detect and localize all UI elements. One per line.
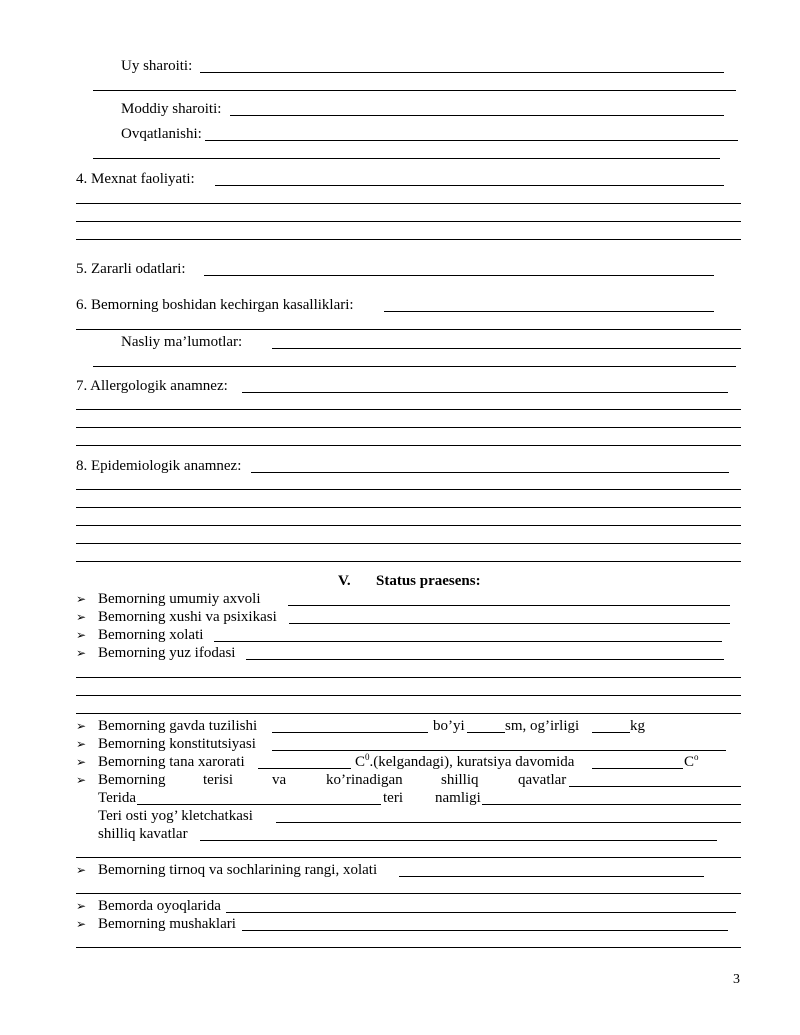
yuz-field[interactable] <box>246 659 724 660</box>
bullet-arrow-icon: ➢ <box>76 773 87 787</box>
epidemiologik-label: 8. Epidemiologik anamnez: <box>76 458 242 474</box>
kg-label: kg <box>630 718 645 734</box>
boyi-label: bo’yi <box>433 718 465 734</box>
terisi-word: qavatlar <box>518 772 567 788</box>
shilliq-kavatlar-field[interactable] <box>200 840 717 841</box>
mexnat-line-4[interactable] <box>76 239 741 240</box>
bullet-arrow-icon: ➢ <box>76 719 87 733</box>
teri-label: teri <box>383 790 403 806</box>
epidemiologik-line-6[interactable] <box>76 561 741 562</box>
zararli-field[interactable] <box>204 275 714 276</box>
uy-sharoiti-field[interactable] <box>200 72 724 73</box>
kelgandagi-label: $C^0.(kelgandagi)$, kuratsiya davomida <box>355 752 575 770</box>
epidemiologik-line-5[interactable] <box>76 543 741 544</box>
uy-sharoiti-line-2[interactable] <box>93 90 736 91</box>
boyi-field[interactable] <box>467 732 505 733</box>
kuratsiya-field[interactable] <box>592 768 683 769</box>
umumiy-label: Bemorning umumiy axvoli <box>98 591 261 607</box>
kasalliklari-label: 6. Bemorning boshidan kechirgan kasalliklari: <box>76 297 354 313</box>
zararli-label: 5. Zararli odatlari: <box>76 261 186 277</box>
xushi-label: Bemorning xushi va psixikasi <box>98 609 277 625</box>
moddiy-sharoiti-label: Moddiy sharoiti: <box>121 101 222 117</box>
nasliy-field[interactable] <box>272 348 741 349</box>
c-end-label: $C^o$ <box>684 752 699 770</box>
teri-osti-label: Teri osti yog’ kletchatkasi <box>98 808 253 824</box>
allergologik-line-2[interactable] <box>76 409 741 410</box>
mexnat-field[interactable] <box>215 185 724 186</box>
allergologik-field[interactable] <box>242 392 728 393</box>
shilliq-qavatlar-field[interactable] <box>569 786 741 787</box>
bullet-arrow-icon: ➢ <box>76 610 87 624</box>
bullet-arrow-icon: ➢ <box>76 755 87 769</box>
namligi-field[interactable] <box>482 804 741 805</box>
ovqatlanishi-field[interactable] <box>205 140 738 141</box>
bullet-arrow-icon: ➢ <box>76 899 87 913</box>
ovqatlanishi-line-2[interactable] <box>93 158 720 159</box>
nasliy-label: Nasliy ma’lumotlar: <box>121 334 243 350</box>
terisi-word: terisi <box>203 772 233 788</box>
uy-sharoiti-label: Uy sharoiti: <box>121 58 193 74</box>
allergologik-line-4[interactable] <box>76 445 741 446</box>
epidemiologik-line-3[interactable] <box>76 507 741 508</box>
tirnoq-label: Bemorning tirnoq va sochlarining rangi, xolati <box>98 862 378 878</box>
mushaklari-line-2[interactable] <box>76 947 741 948</box>
ovqatlanishi-label: Ovqatlanishi: <box>121 126 202 142</box>
yuz-line-3[interactable] <box>76 695 741 696</box>
page-number: 3 <box>733 972 740 987</box>
shilliq-kavatlar-label: shilliq kavatlar <box>98 826 188 842</box>
mexnat-label: 4. Mexnat faoliyati: <box>76 171 195 187</box>
kasalliklari-line-2[interactable] <box>76 329 741 330</box>
tirnoq-field[interactable] <box>399 876 704 877</box>
teri-osti-field[interactable] <box>276 822 741 823</box>
terisi-word: shilliq <box>441 772 479 788</box>
xolati-field[interactable] <box>214 641 722 642</box>
mushaklari-field[interactable] <box>242 930 728 931</box>
yuz-label: Bemorning yuz ifodasi <box>98 645 236 661</box>
moddiy-sharoiti-field[interactable] <box>230 115 724 116</box>
konstitutsiyasi-field[interactable] <box>272 750 726 751</box>
mexnat-line-2[interactable] <box>76 203 741 204</box>
bullet-arrow-icon: ➢ <box>76 592 87 606</box>
kasalliklari-field[interactable] <box>384 311 714 312</box>
tana-xarorati-label: Bemorning tana xarorati <box>98 754 245 770</box>
terisi-word: va <box>272 772 287 788</box>
yuz-line-2[interactable] <box>76 677 741 678</box>
bullet-arrow-icon: ➢ <box>76 628 87 642</box>
namligi-label: namligi <box>435 790 481 806</box>
konstitutsiyasi-label: Bemorning konstitutsiyasi <box>98 736 256 752</box>
oyoqlarida-label: Bemorda oyoqlarida <box>98 898 221 914</box>
bullet-arrow-icon: ➢ <box>76 737 87 751</box>
mushaklari-label: Bemorning mushaklari <box>98 916 236 932</box>
xolati-label: Bemorning xolati <box>98 627 204 643</box>
xushi-field[interactable] <box>289 623 730 624</box>
tirnoq-line-2[interactable] <box>76 893 741 894</box>
epidemiologik-line-2[interactable] <box>76 489 741 490</box>
terisi-word: ko’rinadigan <box>326 772 403 788</box>
bullet-arrow-icon: ➢ <box>76 646 87 660</box>
yuz-line-4[interactable] <box>76 713 741 714</box>
terisi-word: Bemorning <box>98 772 166 788</box>
terida-field[interactable] <box>137 804 381 805</box>
umumiy-field[interactable] <box>288 605 730 606</box>
bullet-arrow-icon: ➢ <box>76 863 87 877</box>
tana-xarorati-field[interactable] <box>258 768 351 769</box>
epidemiologik-line-4[interactable] <box>76 525 741 526</box>
ogirligi-field[interactable] <box>592 732 630 733</box>
bullet-arrow-icon: ➢ <box>76 917 87 931</box>
shilliq-kavatlar-line-2[interactable] <box>76 857 741 858</box>
allergologik-line-3[interactable] <box>76 427 741 428</box>
gavda-field[interactable] <box>272 732 428 733</box>
oyoqlarida-field[interactable] <box>226 912 736 913</box>
section-title: Status praesens: <box>376 573 481 589</box>
terida-label: Terida <box>98 790 137 806</box>
ogirligi-label: sm, og’irligi <box>505 718 580 734</box>
section-number: V. <box>338 573 351 589</box>
nasliy-line-2[interactable] <box>93 366 736 367</box>
gavda-label: Bemorning gavda tuzilishi <box>98 718 258 734</box>
mexnat-line-3[interactable] <box>76 221 741 222</box>
allergologik-label: 7. Allergologik anamnez: <box>76 378 228 394</box>
epidemiologik-field[interactable] <box>251 472 729 473</box>
